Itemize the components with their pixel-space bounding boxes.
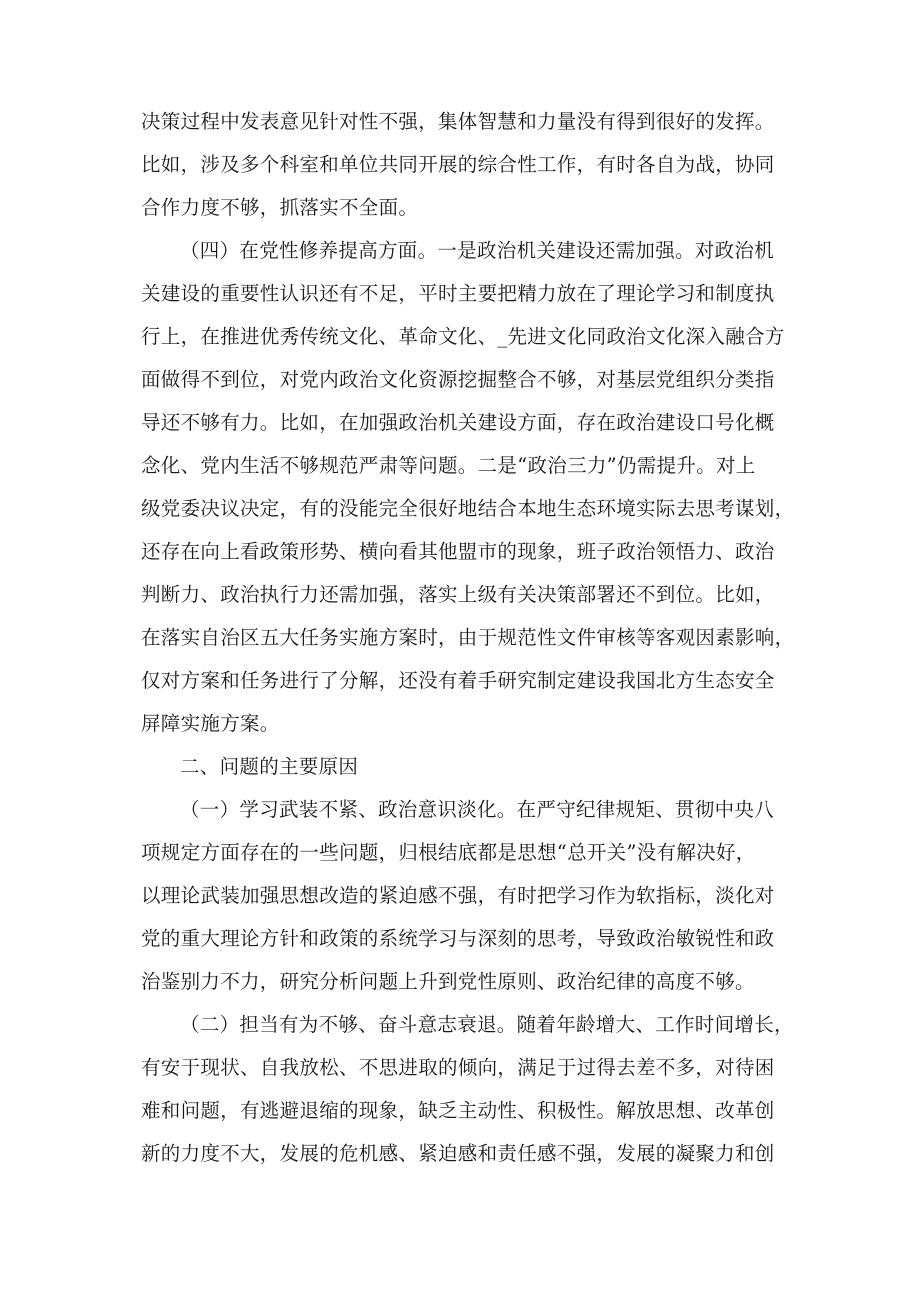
text-line: 判断力、政治执行力还需加强，落实上级有关决策部署还不到位。比如， <box>141 583 775 606</box>
section-heading: 二、问题的主要原因 <box>180 755 359 778</box>
text-line: 面做得不到位，对党内政治文化资源挖掘整合不够，对基层党组织分类指 <box>141 368 775 391</box>
text-line: 决策过程中发表意见针对性不强，集体智慧和力量没有得到很好的发挥。 <box>141 110 775 133</box>
paragraph-heading-line: （四）在党性修养提高方面。一是政治机关建设还需加强。对政治机 <box>180 239 775 262</box>
text-line: 导还不够有力。比如，在加强政治机关建设方面，存在政治建设口号化概 <box>141 411 775 434</box>
text-line: 以理论武装加强思想改造的紧迫感不强，有时把学习作为软指标，淡化对 <box>141 884 775 907</box>
paragraph-heading-line: （一）学习武装不紧、政治意识淡化。在严守纪律规矩、贯彻中央八 <box>180 798 775 821</box>
text-line: 党的重大理论方针和政策的系统学习与深刻的思考，导致政治敏锐性和政 <box>141 927 775 950</box>
text-line: 有安于现状、自我放松、不思进取的倾向，满足于过得去差不多，对待困 <box>141 1056 775 1079</box>
text-line: 念化、党内生活不够规范严肃等问题。二是“政治三力”仍需提升。对上 <box>141 454 756 477</box>
text-line: 治鉴别力不力，研究分析问题上升到党性原则、政治纪律的高度不够。 <box>141 970 755 993</box>
text-line: 级党委决议决定，有的没能完全很好地结合本地生态环境实际去思考谋划， <box>141 497 795 520</box>
text-line: 行上，在推进优秀传统文化、革命文化、_先进文化同政治文化深入融合方 <box>141 325 785 348</box>
text-line: 仅对方案和任务进行了分解，还没有着手研究制定建设我国北方生态安全 <box>141 669 775 692</box>
text-line: 还存在向上看政策形势、横向看其他盟市的现象，班子政治领悟力、政治 <box>141 540 775 563</box>
text-line: 难和问题，有逃避退缩的现象，缺乏主动性、积极性。解放思想、改革创 <box>141 1099 775 1122</box>
text-line: 新的力度不大，发展的危机感、紧迫感和责任感不强，发展的凝聚力和创 <box>141 1142 775 1165</box>
paragraph-heading-line: （二）担当有为不够、奋斗意志衰退。随着年龄增大、工作时间增长， <box>180 1013 794 1036</box>
text-line: 合作力度不够，抓落实不全面。 <box>141 196 419 219</box>
text-line: 屏障实施方案。 <box>141 712 280 735</box>
text-line: 关建设的重要性认识还有不足，平时主要把精力放在了理论学习和制度执 <box>141 282 775 305</box>
text-line: 项规定方面存在的一些问题，归根结底都是思想“总开关”没有解决好， <box>141 841 756 864</box>
text-line: 在落实自治区五大任务实施方案时，由于规范性文件审核等客观因素影响， <box>141 626 795 649</box>
text-line: 比如，涉及多个科室和单位共同开展的综合性工作，有时各自为战，协同 <box>141 153 775 176</box>
